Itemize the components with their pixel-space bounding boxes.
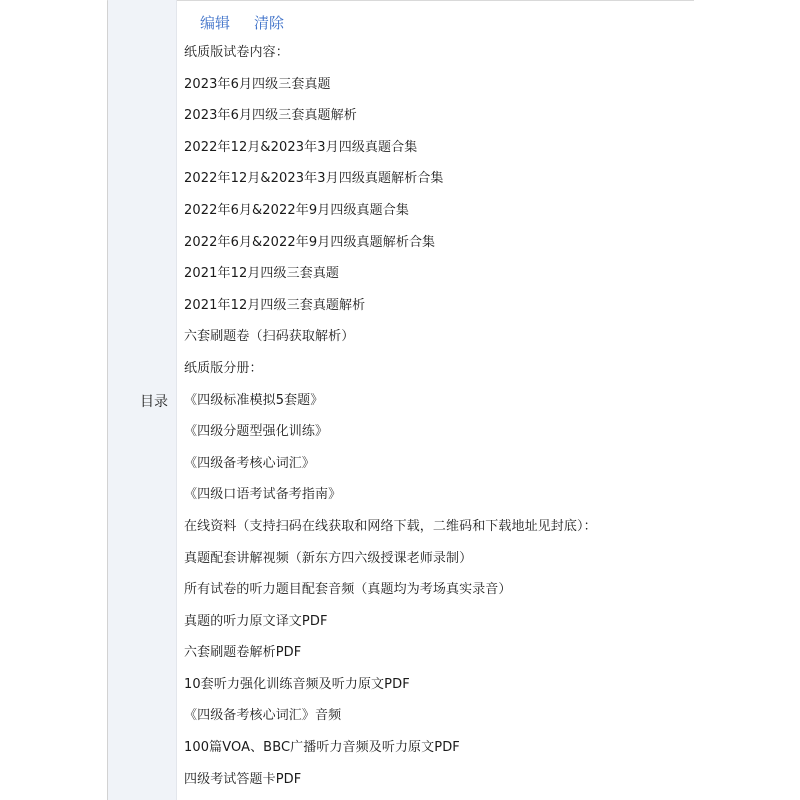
toolbar <box>200 10 284 34</box>
table-border-top <box>107 0 694 1</box>
toc-item: 真题的听力原文译文PDF <box>184 613 328 629</box>
toc-item: 纸质版试卷内容： <box>184 45 289 60</box>
toc-item: 2023年6月四级三套真题 <box>184 76 331 92</box>
edit-button[interactable]: 编辑 <box>200 13 231 32</box>
toc-item: 六套刷题卷（扫码获取解析） <box>184 329 355 345</box>
toc-item: 真题配套讲解视频（新东方四六级授课老师录制） <box>184 550 473 566</box>
toc-item: 六套刷题卷解析PDF <box>184 645 302 661</box>
toc-item: 10套听力强化训练音频及听力原文PDF <box>184 676 410 692</box>
toc-item: 2023年6月四级三套真题解析 <box>184 108 357 124</box>
toc-item: 100篇VOA、BBC广播听力音频及听力原文PDF <box>184 740 460 756</box>
toc-item: 纸质版分册： <box>184 360 263 376</box>
toc-item: 所有试卷的听力题目配套音频（真题均为考场真实录音） <box>184 582 512 598</box>
toc-item: 2022年6月&2022年9月四级真题合集 <box>184 202 409 218</box>
toc-item: 2021年12月四级三套真题 <box>184 266 340 282</box>
toc-item: 《四级口语考试备考指南》 <box>184 487 342 503</box>
toc-item: 2022年12月&2023年3月四级真题合集 <box>184 139 418 155</box>
toc-item: 2022年6月&2022年9月四级真题解析合集 <box>184 234 436 250</box>
toc-item: 四级考试答题卡PDF <box>184 771 302 787</box>
toc-item: 《四级备考核心词汇》音频 <box>184 708 342 724</box>
toc-item: 《四级备考核心词汇》 <box>184 455 316 471</box>
toc-item: 《四级标准模拟5套题》 <box>184 392 324 408</box>
toc-item: 2022年12月&2023年3月四级真题解析合集 <box>184 171 444 187</box>
toc-item: 《四级分题型强化训练》 <box>184 424 329 440</box>
row-label-toc: 目录 <box>140 394 168 410</box>
toc-item: 在线资料（支持扫码在线获取和网络下载，二维码和下载地址见封底）： <box>184 518 597 534</box>
table-of-contents-list <box>184 40 597 798</box>
label-divider <box>176 0 177 800</box>
clear-button[interactable]: 清除 <box>254 13 285 32</box>
toc-item: 2021年12月四级三套真题解析 <box>184 297 366 313</box>
